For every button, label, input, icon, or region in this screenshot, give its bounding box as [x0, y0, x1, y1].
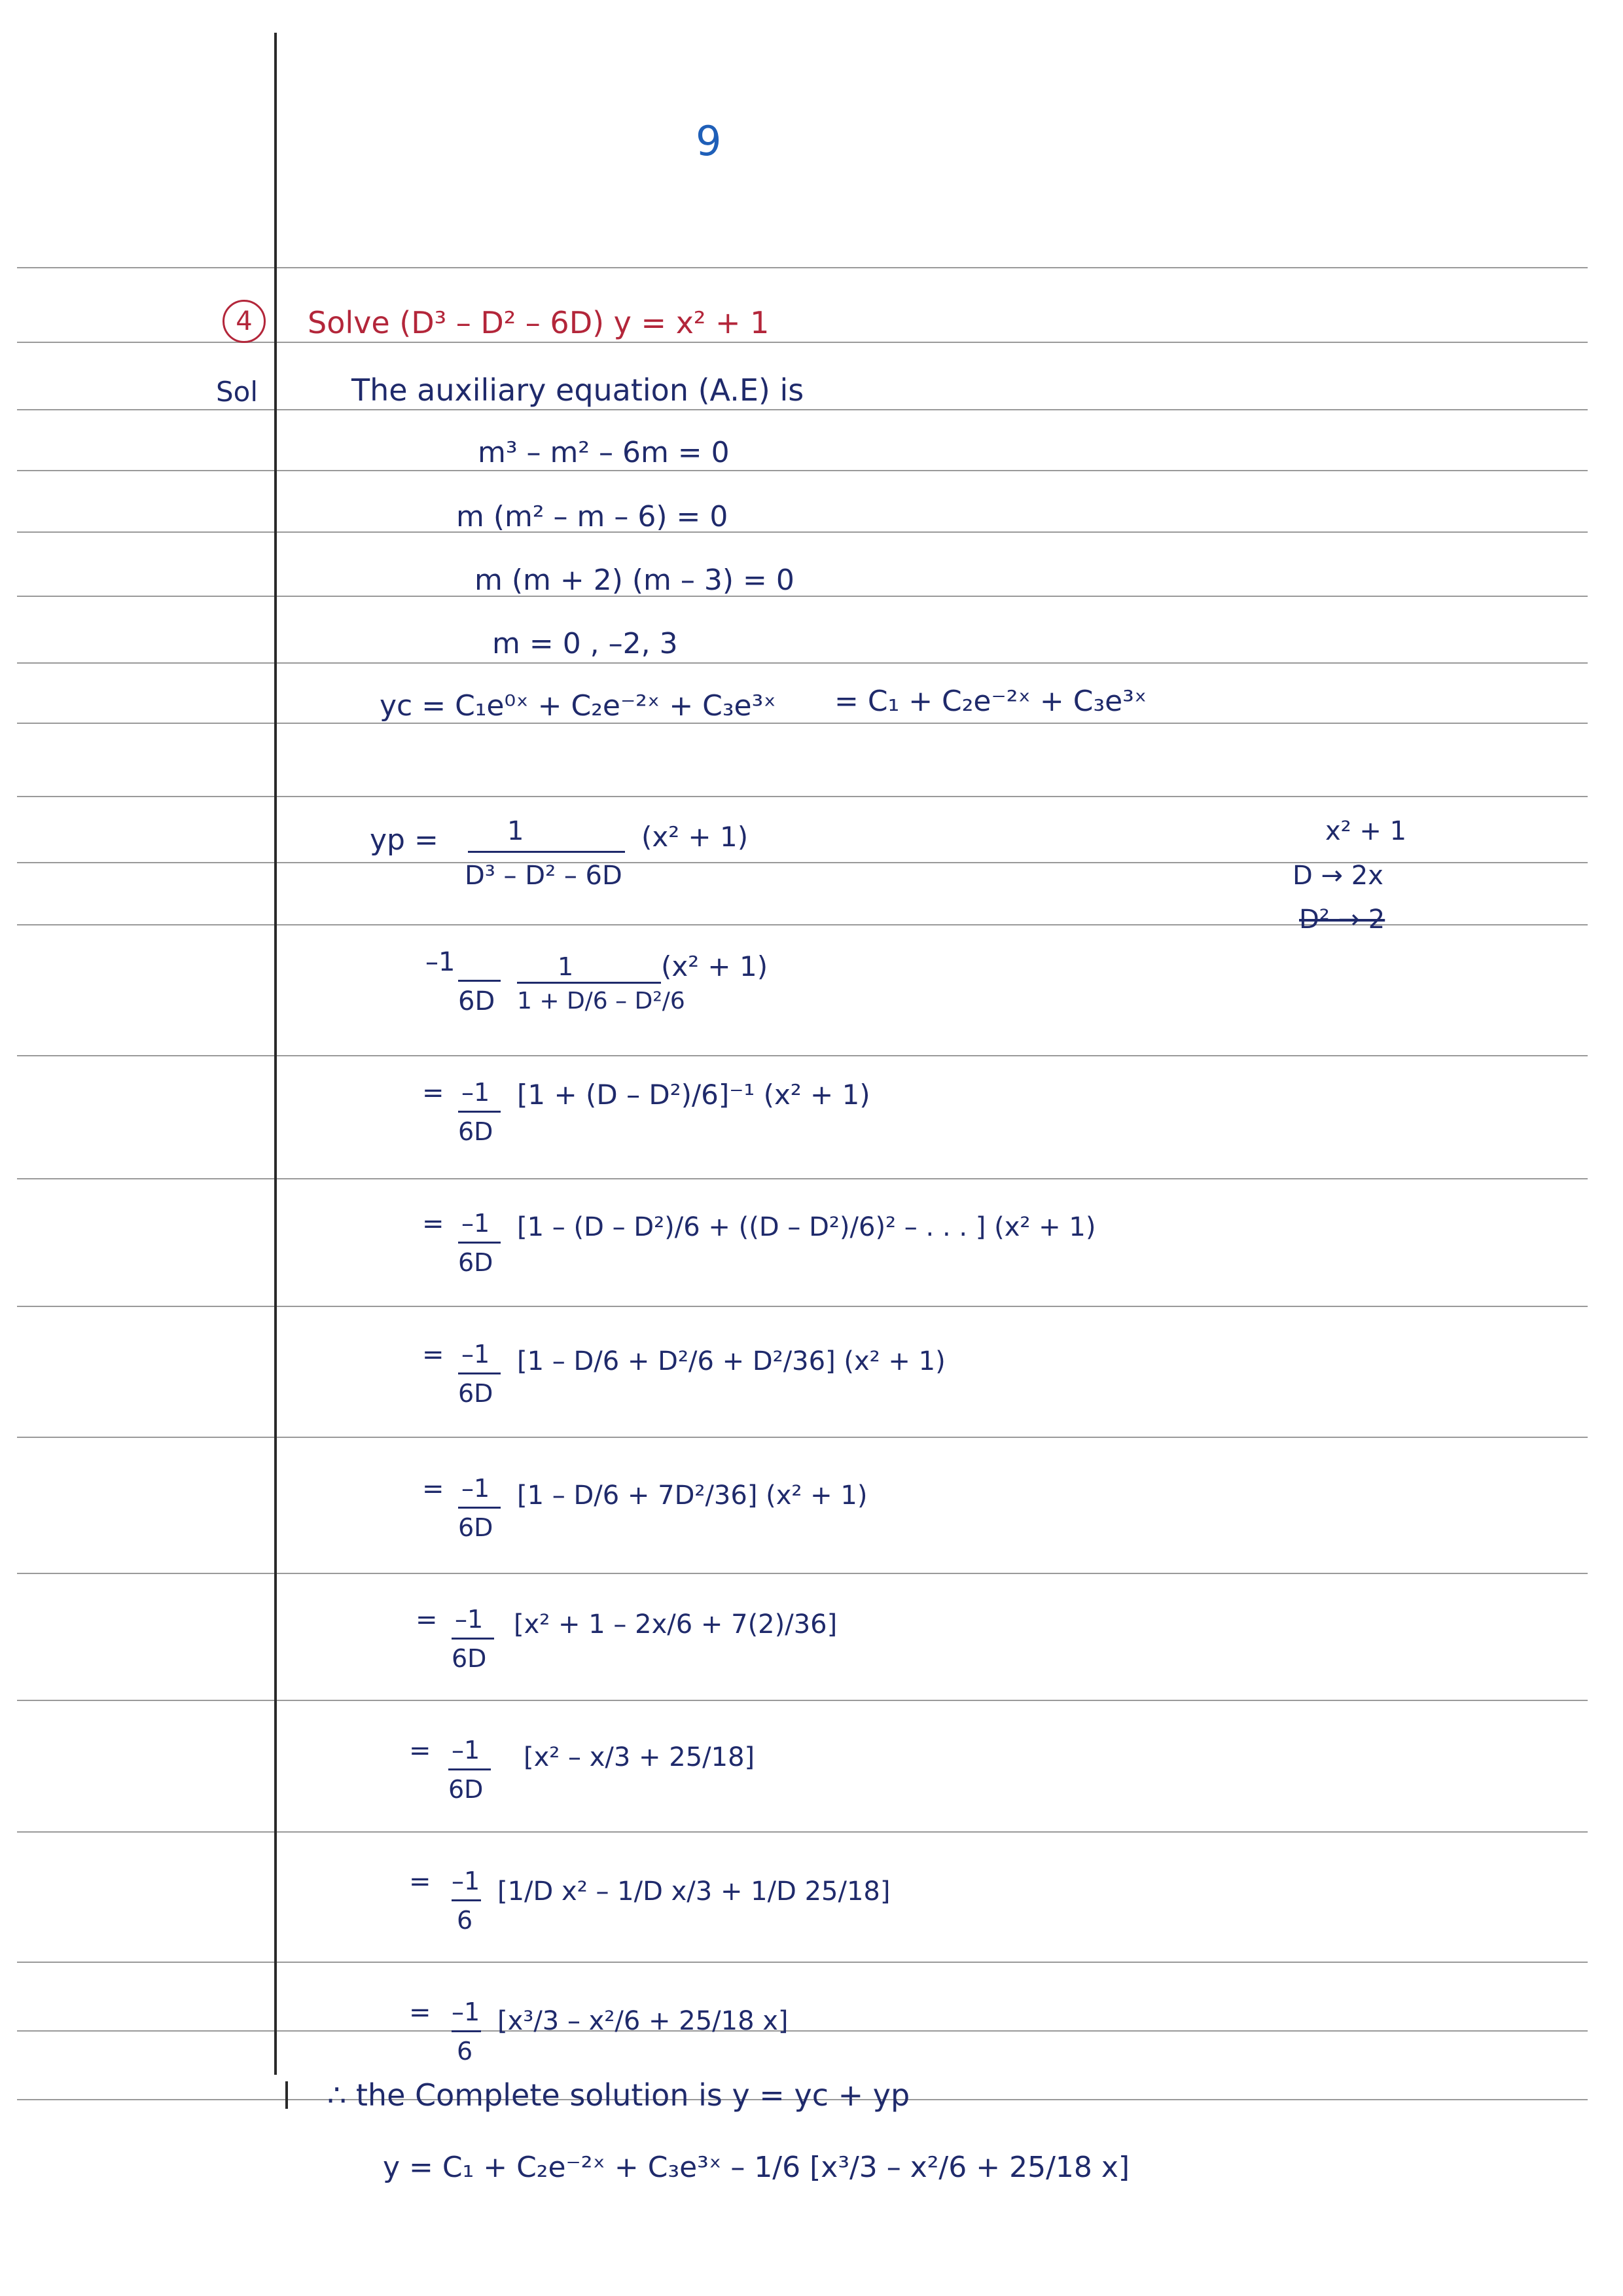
step7-equals: =: [409, 1736, 431, 1766]
step8-equals: =: [409, 1867, 431, 1897]
step9-equals: =: [409, 1998, 431, 2028]
step3-coef-den: 6D: [458, 1248, 493, 1277]
question-number: 4: [223, 300, 266, 343]
step1-coefficient-num: –1: [425, 947, 455, 977]
step6-coef-den: 6D: [452, 1644, 487, 1673]
rule-line: [17, 1055, 1588, 1056]
rule-line: [17, 2030, 1588, 2032]
step9-expression: [x³/3 – x²/6 + 25/18 x]: [497, 2006, 789, 2036]
step1-inner-bar: [517, 982, 661, 984]
step4-coef-den: 6D: [458, 1379, 493, 1408]
step4-coef-num: –1: [461, 1340, 490, 1369]
conclusion-line: ∴ the Complete solution is y = yc + yp: [327, 2077, 910, 2113]
side-note-3: D² → 2: [1299, 905, 1385, 935]
step2-coef-den: 6D: [458, 1117, 493, 1146]
yp-numerator: 1: [507, 816, 524, 846]
step3-expression: [1 – (D – D²)/6 + ((D – D²)/6)² – . . . ] (x² + 1): [517, 1212, 1096, 1242]
rule-line: [17, 1962, 1588, 1963]
step3-equals: =: [422, 1209, 444, 1239]
step5-coef-bar: [458, 1507, 501, 1509]
rule-line: [17, 409, 1588, 410]
step1-coef-bar: [458, 980, 501, 982]
step8-expression: [1/D x² – 1/D x/3 + 1/D 25/18]: [497, 1876, 891, 1907]
step2-expression: [1 + (D – D²)/6]⁻¹ (x² + 1): [517, 1079, 870, 1111]
step8-coef-num: –1: [452, 1867, 480, 1895]
step7-expression: [x² – x/3 + 25/18]: [524, 1742, 755, 1772]
step2-coef-num: –1: [461, 1078, 490, 1107]
step4-expression: [1 – D/6 + D²/6 + D²/36] (x² + 1): [517, 1346, 946, 1376]
rule-line: [17, 342, 1588, 343]
margin-line: [274, 33, 277, 2075]
step9-coef-num: –1: [452, 1998, 480, 2026]
step8-coef-den: 6: [457, 1906, 473, 1935]
rule-line: [17, 1831, 1588, 1833]
rule-line: [17, 1573, 1588, 1574]
final-solution: y = C₁ + C₂e⁻²ˣ + C₃e³ˣ – 1/6 [x³/3 – x²/6 + 25/18 x]: [383, 2151, 1130, 2184]
ae-intro: The auxiliary equation (A.E) is: [351, 372, 804, 408]
step9-coef-den: 6: [457, 2037, 473, 2066]
step6-coef-bar: [452, 1638, 494, 1640]
side-note-1: x² + 1: [1325, 816, 1407, 846]
rule-line: [17, 796, 1588, 797]
rule-line: [17, 1437, 1588, 1438]
roots: m = 0 , –2, 3: [492, 627, 678, 660]
rule-line: [17, 267, 1588, 268]
step5-expression: [1 – D/6 + 7D²/36] (x² + 1): [517, 1480, 868, 1511]
page-number: 9: [696, 117, 722, 165]
step1-inner-den: 1 + D/6 – D²/6: [517, 988, 685, 1014]
rule-line: [17, 1700, 1588, 1701]
yp-denominator: D³ – D² – 6D: [465, 861, 622, 891]
step4-coef-bar: [458, 1372, 501, 1374]
side-note-2: D → 2x: [1293, 861, 1383, 891]
rule-line: [17, 723, 1588, 724]
step9-coef-bar: [452, 2030, 481, 2032]
rule-line: [17, 596, 1588, 597]
step5-equals: =: [422, 1474, 444, 1504]
yp-fraction-bar: [468, 851, 625, 853]
step7-coef-num: –1: [452, 1736, 480, 1765]
step1-operand: (x² + 1): [661, 950, 768, 982]
rule-line: [17, 1178, 1588, 1179]
yc-expression: yc = C₁e⁰ˣ + C₂e⁻²ˣ + C₃e³ˣ: [380, 689, 776, 723]
yp-label: yp =: [370, 823, 438, 857]
yp-operand: (x² + 1): [641, 821, 749, 853]
step3-coef-num: –1: [461, 1209, 490, 1238]
step6-expression: [x² + 1 – 2x/6 + 7(2)/36]: [514, 1609, 838, 1640]
step3-coef-bar: [458, 1242, 501, 1244]
rule-line: [17, 1306, 1588, 1307]
step7-coef-bar: [448, 1768, 491, 1770]
step7-coef-den: 6D: [448, 1775, 484, 1804]
step1-inner-num: 1: [558, 952, 574, 981]
question-statement: Solve (D³ – D² – 6D) y = x² + 1: [308, 305, 770, 340]
ae-line-3: m (m + 2) (m – 3) = 0: [474, 564, 794, 597]
step6-coef-num: –1: [455, 1605, 484, 1634]
step5-coef-den: 6D: [458, 1513, 493, 1542]
yc-simplified: = C₁ + C₂e⁻²ˣ + C₃e³ˣ: [834, 685, 1147, 718]
ae-line-1: m³ – m² – 6m = 0: [478, 436, 730, 469]
ae-line-2: m (m² – m – 6) = 0: [456, 500, 728, 533]
solution-label: Sol: [216, 376, 259, 408]
step6-equals: =: [416, 1605, 438, 1635]
step1-coefficient-den: 6D: [458, 986, 495, 1016]
rule-line: [17, 531, 1588, 533]
rule-line: [17, 470, 1588, 471]
step2-equals: =: [422, 1078, 444, 1108]
step2-coef-bar: [458, 1111, 501, 1113]
step8-coef-bar: [452, 1899, 481, 1901]
step4-equals: =: [422, 1340, 444, 1370]
step5-coef-num: –1: [461, 1474, 490, 1503]
margin-tick: [285, 2081, 288, 2109]
rule-line: [17, 662, 1588, 664]
